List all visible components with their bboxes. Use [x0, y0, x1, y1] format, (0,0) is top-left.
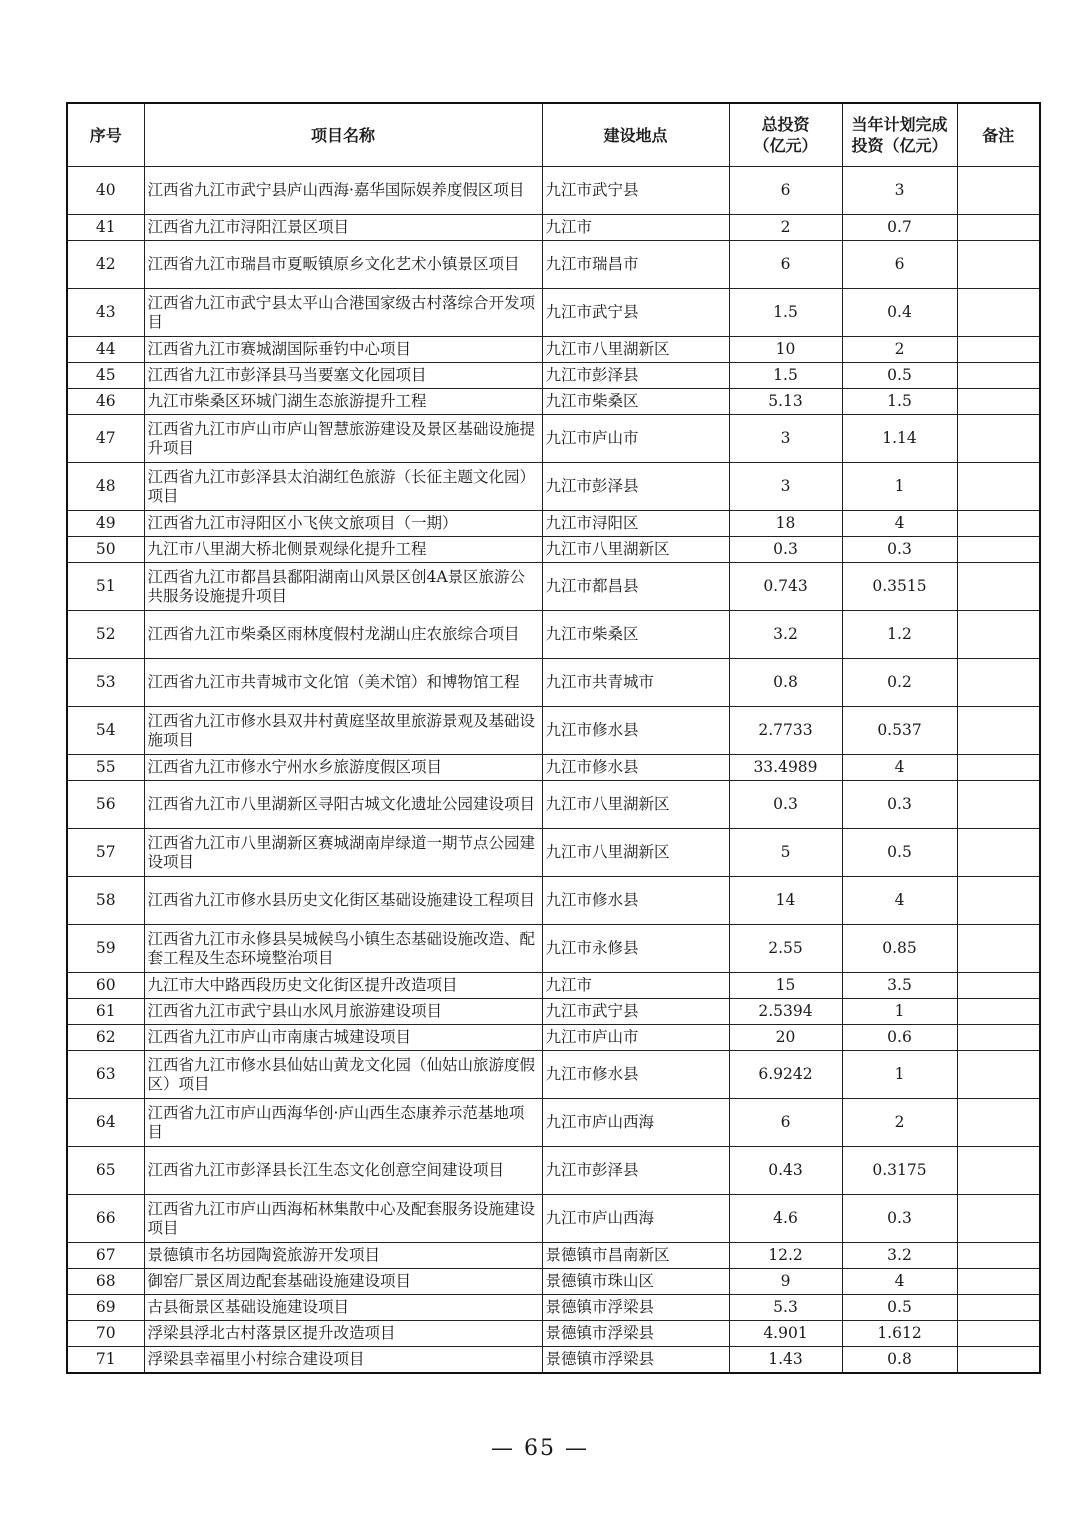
location-cell: 九江市浔阳区: [542, 511, 729, 537]
project-name-cell: 江西省九江市庐山西海华创·庐山西生态康养示范基地项目: [144, 1099, 542, 1147]
table-row: [67, 463, 1040, 511]
project-name-cell: 江西省九江市彭泽县长江生态文化创意空间建设项目: [144, 1147, 542, 1195]
project-name-cell: 景德镇市名坊园陶瓷旅游开发项目: [144, 1243, 542, 1269]
total-investment-cell: 15: [729, 973, 842, 999]
note-cell: [957, 337, 1040, 363]
annual-investment-cell: 0.7: [842, 215, 957, 241]
project-name-cell: 九江市柴桑区环城门湖生态旅游提升工程: [144, 389, 542, 415]
table-row: [67, 1243, 1040, 1269]
project-name-cell: 江西省九江市庐山市南康古城建设项目: [144, 1025, 542, 1051]
note-cell: [957, 1025, 1040, 1051]
table-row: [67, 1147, 1040, 1195]
location-cell: 九江市: [542, 973, 729, 999]
total-investment-cell: 10: [729, 337, 842, 363]
location-cell: 景德镇市昌南新区: [542, 1243, 729, 1269]
row-number-cell: 66: [67, 1195, 144, 1243]
row-number-cell: 55: [67, 755, 144, 781]
total-investment-cell: 1.5: [729, 289, 842, 337]
total-investment-cell: 33.4989: [729, 755, 842, 781]
row-number-cell: 68: [67, 1269, 144, 1295]
project-name-cell: 江西省九江市修水县历史文化街区基础设施建设工程项目: [144, 877, 542, 925]
table-row: [67, 363, 1040, 389]
row-number-cell: 54: [67, 707, 144, 755]
annual-investment-cell: 1: [842, 463, 957, 511]
row-number-cell: 41: [67, 215, 144, 241]
note-cell: [957, 511, 1040, 537]
annual-investment-cell: 1.14: [842, 415, 957, 463]
annual-investment-cell: 0.2: [842, 659, 957, 707]
table-body: [67, 167, 1040, 1374]
table-row: [67, 1321, 1040, 1347]
total-investment-cell: 3.2: [729, 611, 842, 659]
note-cell: [957, 389, 1040, 415]
annual-investment-cell: 0.85: [842, 925, 957, 973]
project-name-cell: 浮梁县幸福里小村综合建设项目: [144, 1347, 542, 1374]
total-investment-cell: 20: [729, 1025, 842, 1051]
row-number-cell: 62: [67, 1025, 144, 1051]
location-cell: 九江市八里湖新区: [542, 829, 729, 877]
row-number-cell: 46: [67, 389, 144, 415]
row-number-cell: 53: [67, 659, 144, 707]
total-investment-cell: 18: [729, 511, 842, 537]
total-investment-cell: 1.5: [729, 363, 842, 389]
table-row: [67, 973, 1040, 999]
location-cell: 九江市永修县: [542, 925, 729, 973]
location-cell: 九江市武宁县: [542, 289, 729, 337]
location-cell: 九江市庐山市: [542, 1025, 729, 1051]
row-number-cell: 45: [67, 363, 144, 389]
project-name-cell: 江西省九江市共青城市文化馆（美术馆）和博物馆工程: [144, 659, 542, 707]
note-cell: [957, 415, 1040, 463]
location-cell: 九江市彭泽县: [542, 363, 729, 389]
annual-investment-cell: 0.5: [842, 829, 957, 877]
project-name-cell: 江西省九江市庐山市庐山智慧旅游建设及景区基础设施提升项目: [144, 415, 542, 463]
annual-investment-cell: 1.2: [842, 611, 957, 659]
project-name-cell: 江西省九江市浔阳江景区项目: [144, 215, 542, 241]
table-row: [67, 1051, 1040, 1099]
project-name-cell: 古县衙景区基础设施建设项目: [144, 1295, 542, 1321]
location-cell: 九江市柴桑区: [542, 611, 729, 659]
row-number-cell: 70: [67, 1321, 144, 1347]
total-investment-cell: 5.13: [729, 389, 842, 415]
header-name: 项目名称: [144, 103, 542, 167]
location-cell: 景德镇市浮梁县: [542, 1321, 729, 1347]
row-number-cell: 63: [67, 1051, 144, 1099]
project-name-cell: 江西省九江市都昌县鄱阳湖南山风景区创4A景区旅游公共服务设施提升项目: [144, 563, 542, 611]
project-name-cell: 浮梁县浮北古村落景区提升改造项目: [144, 1321, 542, 1347]
table-row: [67, 1347, 1040, 1374]
total-investment-cell: 2: [729, 215, 842, 241]
page-number: — 65 —: [491, 1436, 589, 1461]
table-row: [67, 755, 1040, 781]
location-cell: 九江市: [542, 215, 729, 241]
row-number-cell: 42: [67, 241, 144, 289]
location-cell: 九江市庐山西海: [542, 1195, 729, 1243]
annual-investment-cell: 4: [842, 877, 957, 925]
project-name-cell: 江西省九江市柴桑区雨林度假村龙湖山庄农旅综合项目: [144, 611, 542, 659]
row-number-cell: 60: [67, 973, 144, 999]
note-cell: [957, 1321, 1040, 1347]
note-cell: [957, 215, 1040, 241]
note-cell: [957, 1099, 1040, 1147]
total-investment-cell: 4.6: [729, 1195, 842, 1243]
header-note: 备注: [957, 103, 1040, 167]
location-cell: 景德镇市浮梁县: [542, 1295, 729, 1321]
project-name-cell: 江西省九江市彭泽县马当要塞文化园项目: [144, 363, 542, 389]
note-cell: [957, 877, 1040, 925]
annual-investment-cell: 2: [842, 1099, 957, 1147]
project-name-cell: 江西省九江市修水县双井村黄庭坚故里旅游景观及基础设施项目: [144, 707, 542, 755]
row-number-cell: 48: [67, 463, 144, 511]
total-investment-cell: 2.5394: [729, 999, 842, 1025]
note-cell: [957, 463, 1040, 511]
row-number-cell: 58: [67, 877, 144, 925]
annual-investment-cell: 0.3: [842, 781, 957, 829]
table-row: [67, 289, 1040, 337]
project-name-cell: 江西省九江市瑞昌市夏畈镇原乡文化艺术小镇景区项目: [144, 241, 542, 289]
project-name-cell: 江西省九江市庐山西海柘林集散中心及配套服务设施建设项目: [144, 1195, 542, 1243]
table-row: [67, 241, 1040, 289]
note-cell: [957, 755, 1040, 781]
table-row: [67, 563, 1040, 611]
location-cell: 九江市庐山西海: [542, 1099, 729, 1147]
table-row: [67, 829, 1040, 877]
project-name-cell: 江西省九江市修水宁州水乡旅游度假区项目: [144, 755, 542, 781]
location-cell: 九江市庐山市: [542, 415, 729, 463]
row-number-cell: 44: [67, 337, 144, 363]
project-name-cell: 江西省九江市彭泽县太泊湖红色旅游（长征主题文化园）项目: [144, 463, 542, 511]
location-cell: 九江市八里湖新区: [542, 337, 729, 363]
row-number-cell: 47: [67, 415, 144, 463]
annual-investment-cell: 1: [842, 1051, 957, 1099]
note-cell: [957, 1195, 1040, 1243]
total-investment-cell: 0.8: [729, 659, 842, 707]
note-cell: [957, 1347, 1040, 1374]
table-row: [67, 659, 1040, 707]
row-number-cell: 71: [67, 1347, 144, 1374]
note-cell: [957, 611, 1040, 659]
project-name-cell: 江西省九江市赛城湖国际垂钓中心项目: [144, 337, 542, 363]
annual-investment-cell: 1.612: [842, 1321, 957, 1347]
note-cell: [957, 659, 1040, 707]
annual-investment-cell: 0.3: [842, 1195, 957, 1243]
row-number-cell: 67: [67, 1243, 144, 1269]
note-cell: [957, 537, 1040, 563]
location-cell: 九江市柴桑区: [542, 389, 729, 415]
total-investment-cell: 0.3: [729, 537, 842, 563]
header-no: 序号: [67, 103, 144, 167]
location-cell: 九江市修水县: [542, 707, 729, 755]
row-number-cell: 56: [67, 781, 144, 829]
table-row: [67, 1025, 1040, 1051]
total-investment-cell: 14: [729, 877, 842, 925]
location-cell: 九江市修水县: [542, 755, 729, 781]
row-number-cell: 64: [67, 1099, 144, 1147]
table-header-row: [67, 103, 1040, 167]
annual-investment-cell: 0.8: [842, 1347, 957, 1374]
table-row: [67, 781, 1040, 829]
annual-investment-cell: 0.5: [842, 363, 957, 389]
total-investment-cell: 6.9242: [729, 1051, 842, 1099]
table-row: [67, 1295, 1040, 1321]
table-row: [67, 925, 1040, 973]
annual-investment-cell: 0.6: [842, 1025, 957, 1051]
row-number-cell: 40: [67, 167, 144, 215]
note-cell: [957, 363, 1040, 389]
annual-investment-cell: 0.4: [842, 289, 957, 337]
total-investment-cell: 0.43: [729, 1147, 842, 1195]
table-row: [67, 389, 1040, 415]
note-cell: [957, 167, 1040, 215]
total-investment-cell: 6: [729, 167, 842, 215]
location-cell: 九江市八里湖新区: [542, 781, 729, 829]
location-cell: 九江市彭泽县: [542, 1147, 729, 1195]
total-investment-cell: 6: [729, 241, 842, 289]
annual-investment-cell: 0.3175: [842, 1147, 957, 1195]
total-investment-cell: 9: [729, 1269, 842, 1295]
project-name-cell: 江西省九江市浔阳区小飞侠文旅项目（一期）: [144, 511, 542, 537]
project-name-cell: 江西省九江市八里湖新区赛城湖南岸绿道一期节点公园建设项目: [144, 829, 542, 877]
annual-investment-cell: 3.2: [842, 1243, 957, 1269]
table-row: [67, 215, 1040, 241]
project-table: [66, 102, 1041, 1374]
total-investment-cell: 5.3: [729, 1295, 842, 1321]
table-row: [67, 537, 1040, 563]
note-cell: [957, 707, 1040, 755]
annual-investment-cell: 0.3: [842, 537, 957, 563]
note-cell: [957, 1051, 1040, 1099]
header-year-investment: [842, 103, 957, 167]
total-investment-cell: 3: [729, 463, 842, 511]
total-investment-cell: 0.743: [729, 563, 842, 611]
annual-investment-cell: 4: [842, 1269, 957, 1295]
total-investment-cell: 3: [729, 415, 842, 463]
table-row: [67, 877, 1040, 925]
header-total-investment: [729, 103, 842, 167]
annual-investment-cell: 3.5: [842, 973, 957, 999]
location-cell: 九江市武宁县: [542, 999, 729, 1025]
annual-investment-cell: 2: [842, 337, 957, 363]
location-cell: 景德镇市珠山区: [542, 1269, 729, 1295]
annual-investment-cell: 0.5: [842, 1295, 957, 1321]
location-cell: 九江市都昌县: [542, 563, 729, 611]
project-name-cell: 江西省九江市永修县吴城候鸟小镇生态基础设施改造、配套工程及生态环境整治项目: [144, 925, 542, 973]
location-cell: 九江市武宁县: [542, 167, 729, 215]
note-cell: [957, 925, 1040, 973]
header-total-line1: 总投资: [761, 115, 810, 134]
note-cell: [957, 829, 1040, 877]
row-number-cell: 69: [67, 1295, 144, 1321]
table-row: [67, 167, 1040, 215]
project-name-cell: 江西省九江市武宁县太平山合港国家级古村落综合开发项目: [144, 289, 542, 337]
table-row: [67, 1269, 1040, 1295]
total-investment-cell: 0.3: [729, 781, 842, 829]
annual-investment-cell: 0.3515: [842, 563, 957, 611]
annual-investment-cell: 1.5: [842, 389, 957, 415]
note-cell: [957, 289, 1040, 337]
header-year-line2: 投资（亿元）: [851, 136, 948, 155]
note-cell: [957, 1269, 1040, 1295]
project-name-cell: 江西省九江市武宁县山水风月旅游建设项目: [144, 999, 542, 1025]
table-row: [67, 999, 1040, 1025]
note-cell: [957, 1295, 1040, 1321]
note-cell: [957, 781, 1040, 829]
row-number-cell: 59: [67, 925, 144, 973]
table-row: [67, 337, 1040, 363]
header-location: 建设地点: [542, 103, 729, 167]
annual-investment-cell: 6: [842, 241, 957, 289]
table-row: [67, 1099, 1040, 1147]
row-number-cell: 50: [67, 537, 144, 563]
location-cell: 九江市共青城市: [542, 659, 729, 707]
table-row: [67, 707, 1040, 755]
location-cell: 九江市彭泽县: [542, 463, 729, 511]
total-investment-cell: 2.7733: [729, 707, 842, 755]
row-number-cell: 43: [67, 289, 144, 337]
row-number-cell: 51: [67, 563, 144, 611]
table-row: [67, 611, 1040, 659]
row-number-cell: 61: [67, 999, 144, 1025]
row-number-cell: 49: [67, 511, 144, 537]
annual-investment-cell: 4: [842, 511, 957, 537]
total-investment-cell: 1.43: [729, 1347, 842, 1374]
note-cell: [957, 1243, 1040, 1269]
annual-investment-cell: 1: [842, 999, 957, 1025]
table-row: [67, 511, 1040, 537]
location-cell: 九江市修水县: [542, 877, 729, 925]
total-investment-cell: 5: [729, 829, 842, 877]
note-cell: [957, 241, 1040, 289]
row-number-cell: 57: [67, 829, 144, 877]
total-investment-cell: 6: [729, 1099, 842, 1147]
annual-investment-cell: 3: [842, 167, 957, 215]
project-name-cell: 江西省九江市八里湖新区寻阳古城文化遗址公园建设项目: [144, 781, 542, 829]
location-cell: 九江市修水县: [542, 1051, 729, 1099]
project-name-cell: 九江市八里湖大桥北侧景观绿化提升工程: [144, 537, 542, 563]
total-investment-cell: 2.55: [729, 925, 842, 973]
location-cell: 景德镇市浮梁县: [542, 1347, 729, 1374]
annual-investment-cell: 4: [842, 755, 957, 781]
row-number-cell: 65: [67, 1147, 144, 1195]
project-name-cell: 江西省九江市修水县仙姑山黄龙文化园（仙姑山旅游度假区）项目: [144, 1051, 542, 1099]
total-investment-cell: 4.901: [729, 1321, 842, 1347]
location-cell: 九江市瑞昌市: [542, 241, 729, 289]
table-row: [67, 1195, 1040, 1243]
project-name-cell: 江西省九江市武宁县庐山西海·嘉华国际娱养度假区项目: [144, 167, 542, 215]
total-investment-cell: 12.2: [729, 1243, 842, 1269]
annual-investment-cell: 0.537: [842, 707, 957, 755]
note-cell: [957, 563, 1040, 611]
header-total-line2: （亿元）: [753, 136, 818, 155]
note-cell: [957, 999, 1040, 1025]
header-year-line1: 当年计划完成: [851, 115, 948, 134]
project-name-cell: 九江市大中路西段历史文化街区提升改造项目: [144, 973, 542, 999]
location-cell: 九江市八里湖新区: [542, 537, 729, 563]
table-row: [67, 415, 1040, 463]
project-name-cell: 御窑厂景区周边配套基础设施建设项目: [144, 1269, 542, 1295]
note-cell: [957, 973, 1040, 999]
note-cell: [957, 1147, 1040, 1195]
row-number-cell: 52: [67, 611, 144, 659]
